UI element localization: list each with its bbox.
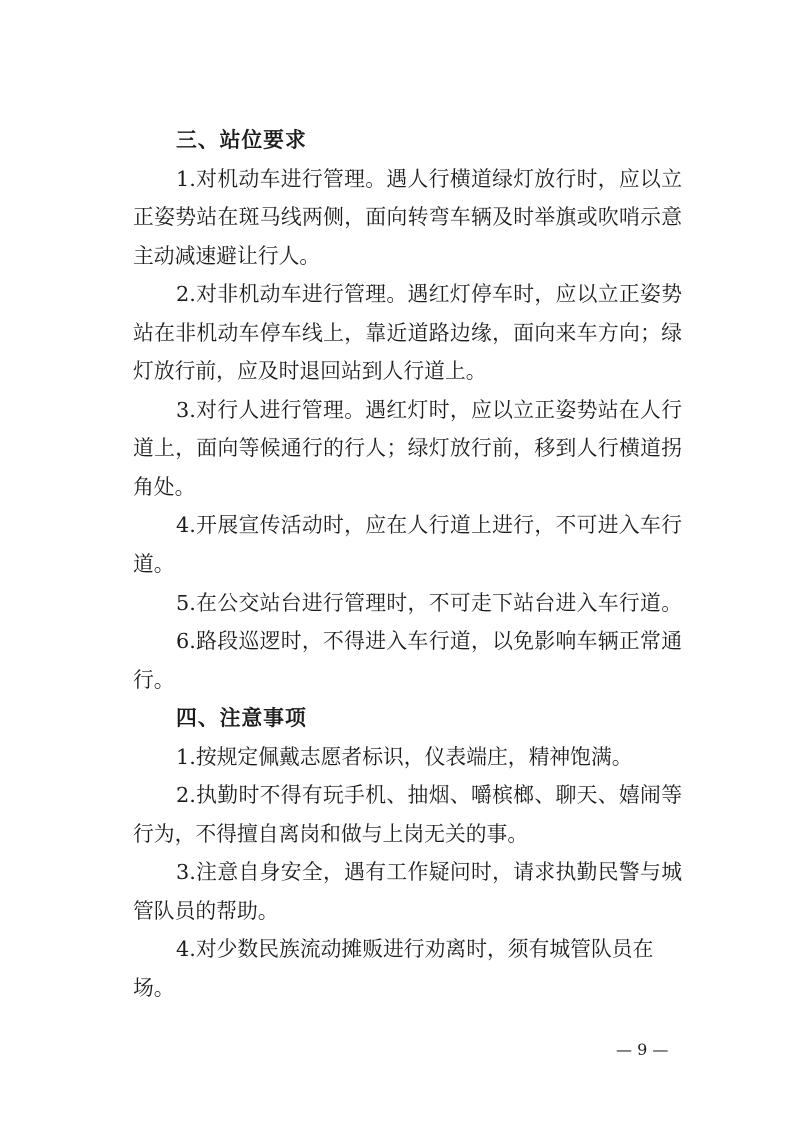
paragraph-line: 4.对少数民族流动摊贩进行劝离时，须有城管队员在 <box>176 937 654 962</box>
paragraph-line: 站在非机动车停车线上，靠近道路边缘，面向来车方向；绿 <box>133 320 682 345</box>
section-precautions <box>133 699 682 1007</box>
section-heading: 三、站位要求 <box>176 128 307 152</box>
paragraph-line: 1.对机动车进行管理。遇人行横道绿灯放行时，应以立 <box>176 166 682 191</box>
section-standing-requirements <box>133 121 682 699</box>
paragraph-line: 主动减速避让行人。 <box>133 243 321 268</box>
paragraph-line: 灯放行前，应及时退回站到人行道上。 <box>133 359 487 384</box>
paragraph-line: 行为，不得擅自离岗和做与上岗无关的事。 <box>133 821 529 846</box>
paragraph-line: 4.开展宣传活动时，应在人行道上进行，不可进入车行 <box>176 513 682 538</box>
paragraph-line: 3.对行人进行管理。遇红灯时，应以立正姿势站在人行 <box>176 397 682 422</box>
paragraph-line: 道。 <box>133 552 175 577</box>
paragraph-line: 正姿势站在斑马线两侧，面向转弯车辆及时举旗或吹哨示意 <box>133 205 682 230</box>
paragraph-line: 道上，面向等候通行的行人；绿灯放行前，移到人行横道拐 <box>133 436 682 461</box>
paragraph-line: 6.路段巡逻时，不得进入车行道，以免影响车辆正常通 <box>176 629 682 654</box>
paragraph-line: 5.在公交站台进行管理时，不可走下站台进入车行道。 <box>176 590 682 615</box>
paragraph-line: 角处。 <box>133 474 196 499</box>
paragraph-line: 1.按规定佩戴志愿者标识，仪表端庄，精神饱满。 <box>176 744 633 769</box>
paragraph <box>133 506 682 583</box>
paragraph-line: 场。 <box>133 976 175 1001</box>
paragraph <box>133 584 682 623</box>
paragraph <box>133 776 682 853</box>
page-number: — 9 — <box>616 1040 669 1059</box>
paragraph <box>133 160 682 276</box>
paragraph <box>133 853 682 930</box>
paragraph <box>133 622 682 699</box>
paragraph <box>133 275 682 391</box>
paragraph-line: 3.注意自身安全，遇有工作疑问时，请求执勤民警与城 <box>176 860 682 885</box>
paragraph <box>133 930 682 1007</box>
paragraph <box>133 391 682 507</box>
paragraph-line: 行。 <box>133 667 175 692</box>
paragraph-line: 2.执勤时不得有玩手机、抽烟、嚼槟榔、聊天、嬉闹等 <box>176 783 682 808</box>
paragraph-line: 管队员的帮助。 <box>133 898 279 923</box>
paragraph-line: 2.对非机动车进行管理。遇红灯停车时，应以立正姿势 <box>176 282 682 307</box>
paragraph <box>133 738 682 777</box>
document-body <box>133 121 682 1008</box>
section-heading: 四、注意事项 <box>176 706 307 731</box>
